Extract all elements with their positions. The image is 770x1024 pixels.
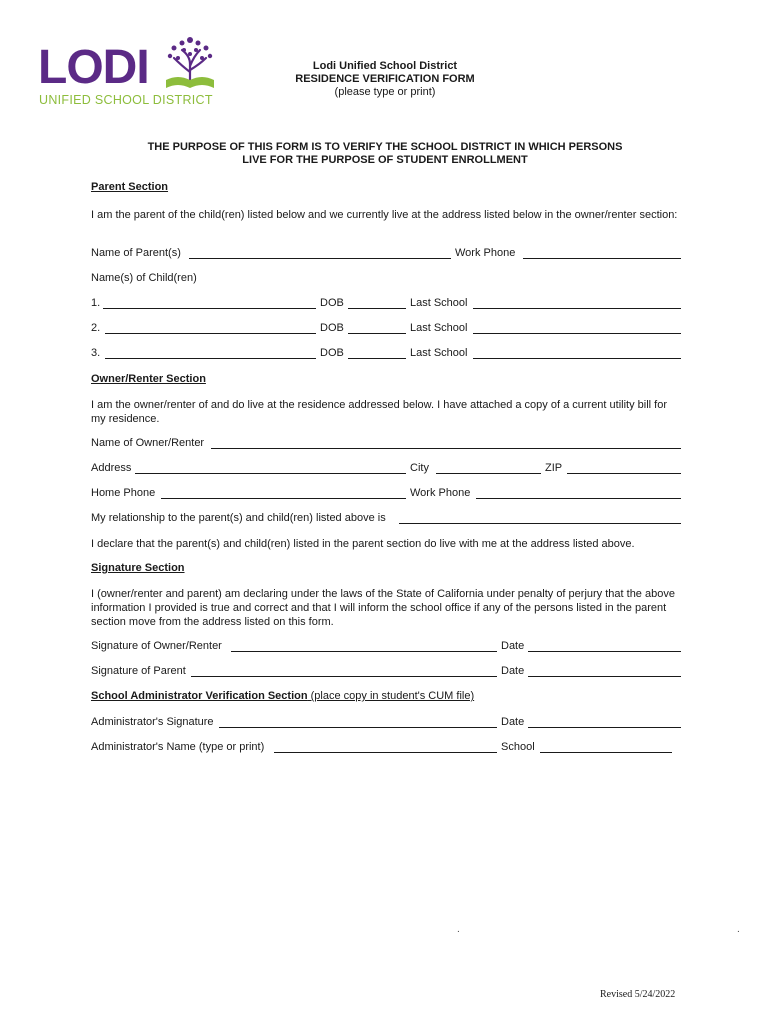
owner-phone-row <box>91 486 681 500</box>
admin-name-field[interactable] <box>274 752 497 753</box>
owner-signature-date-label: Date <box>501 640 525 652</box>
parent-signature-date-field[interactable] <box>528 676 681 677</box>
owner-signature-field[interactable] <box>231 651 497 652</box>
child-last-school-field[interactable] <box>473 333 681 334</box>
parent-section-title: Parent Section <box>91 181 169 193</box>
parent-name-label: Name of Parent(s) <box>91 247 181 259</box>
child-row <box>91 321 681 335</box>
purpose-line-1: THE PURPOSE OF THIS FORM IS TO VERIFY THE SCHOOL DISTRICT IN WHICH PERSONS <box>147 141 623 153</box>
owner-name-label: Name of Owner/Renter <box>91 437 205 449</box>
purpose-line-2: LIVE FOR THE PURPOSE OF STUDENT ENROLLMENT <box>242 154 528 166</box>
owner-work-phone-label: Work Phone <box>410 487 471 499</box>
admin-section-title <box>91 690 474 702</box>
district-name: Lodi Unified School District <box>312 60 458 72</box>
admin-signature-row <box>91 715 681 729</box>
parent-work-phone-field[interactable] <box>523 258 681 259</box>
form-header <box>260 60 510 99</box>
parent-signature-label: Signature of Parent <box>91 665 186 677</box>
admin-name-label: Administrator's Name (type or print) <box>91 741 265 753</box>
owner-name-row <box>91 436 681 450</box>
parent-signature-row <box>91 664 681 678</box>
city-field[interactable] <box>436 473 541 474</box>
signature-statement: I (owner/renter and parent) am declaring under the laws of the State of California under penalty of perjury that the above information I provided is true and correct and that I will inform the school office if any of the persons listed in the parent section move from the address listed on this form. <box>91 588 675 628</box>
admin-signature-field[interactable] <box>219 727 497 728</box>
admin-name-row <box>91 740 681 754</box>
address-field[interactable] <box>135 473 406 474</box>
children-label-row <box>91 271 681 285</box>
zip-label: ZIP <box>545 462 563 474</box>
signature-section-title: Signature Section <box>91 562 185 574</box>
admin-school-label: School <box>501 741 535 753</box>
child-dob-label: DOB <box>320 347 344 359</box>
children-label: Name(s) of Child(ren) <box>91 272 197 284</box>
city-label: City <box>410 462 429 474</box>
owner-signature-label: Signature of Owner/Renter <box>91 640 222 652</box>
home-phone-field[interactable] <box>161 498 406 499</box>
child-number: 2. <box>91 322 101 334</box>
child-dob-label: DOB <box>320 297 344 309</box>
admin-date-label: Date <box>501 716 525 728</box>
zip-field[interactable] <box>567 473 681 474</box>
owner-signature-row <box>91 639 681 653</box>
parent-statement: I am the parent of the child(ren) listed below and we currently live at the address listed below in the owner/renter section: <box>91 209 678 221</box>
revision-date: Revised 5/24/2022 <box>600 989 676 1000</box>
address-row <box>91 461 681 475</box>
address-label: Address <box>91 462 132 474</box>
admin-date-field[interactable] <box>528 727 681 728</box>
child-dob-field[interactable] <box>348 333 406 334</box>
stray-mark: . <box>737 924 740 935</box>
child-dob-field[interactable] <box>348 358 406 359</box>
parent-signature-field[interactable] <box>191 676 497 677</box>
relationship-label: My relationship to the parent(s) and child(ren) listed above is <box>91 512 386 524</box>
owner-section-title: Owner/Renter Section <box>91 373 206 385</box>
admin-section-note: (place copy in student's CUM file) <box>307 690 475 702</box>
tree-book-icon <box>160 34 220 92</box>
child-dob-label: DOB <box>320 322 344 334</box>
parent-name-field[interactable] <box>189 258 451 259</box>
child-last-school-label: Last School <box>410 347 468 359</box>
admin-signature-label: Administrator's Signature <box>91 716 214 728</box>
child-last-school-field[interactable] <box>473 308 681 309</box>
logo-wordmark: LODI <box>38 41 149 94</box>
district-logo <box>38 36 218 110</box>
child-name-field[interactable] <box>105 333 316 334</box>
parent-name-row <box>91 246 681 260</box>
child-dob-field[interactable] <box>348 308 406 309</box>
child-last-school-label: Last School <box>410 322 468 334</box>
home-phone-label: Home Phone <box>91 487 156 499</box>
admin-section-title-text: School Administrator Verification Section <box>91 690 308 702</box>
parent-signature-date-label: Date <box>501 665 525 677</box>
parent-work-phone-label: Work Phone <box>455 247 516 259</box>
owner-name-field[interactable] <box>211 448 681 449</box>
owner-declaration: I declare that the parent(s) and child(ren) listed in the parent section do live with me at the address listed above. <box>91 538 635 550</box>
relationship-row <box>91 511 681 525</box>
relationship-field[interactable] <box>399 523 681 524</box>
owner-signature-date-field[interactable] <box>528 651 681 652</box>
child-name-field[interactable] <box>103 308 316 309</box>
stray-mark: . <box>457 924 460 935</box>
child-last-school-label: Last School <box>410 297 468 309</box>
child-row <box>91 346 681 360</box>
child-last-school-field[interactable] <box>473 358 681 359</box>
form-instruction: (please type or print) <box>334 86 436 98</box>
owner-work-phone-field[interactable] <box>476 498 681 499</box>
form-title: RESIDENCE VERIFICATION FORM <box>295 73 475 85</box>
logo-subtitle: UNIFIED SCHOOL DISTRICT <box>39 93 213 107</box>
child-row <box>91 296 681 310</box>
child-number: 1. <box>91 297 101 309</box>
child-number: 3. <box>91 347 101 359</box>
owner-statement: I am the owner/renter of and do live at the residence addressed below. I have attached a copy of a current utility bill for my residence. <box>91 399 667 425</box>
admin-school-field[interactable] <box>540 752 672 753</box>
purpose-statement <box>90 141 680 167</box>
child-name-field[interactable] <box>105 358 316 359</box>
